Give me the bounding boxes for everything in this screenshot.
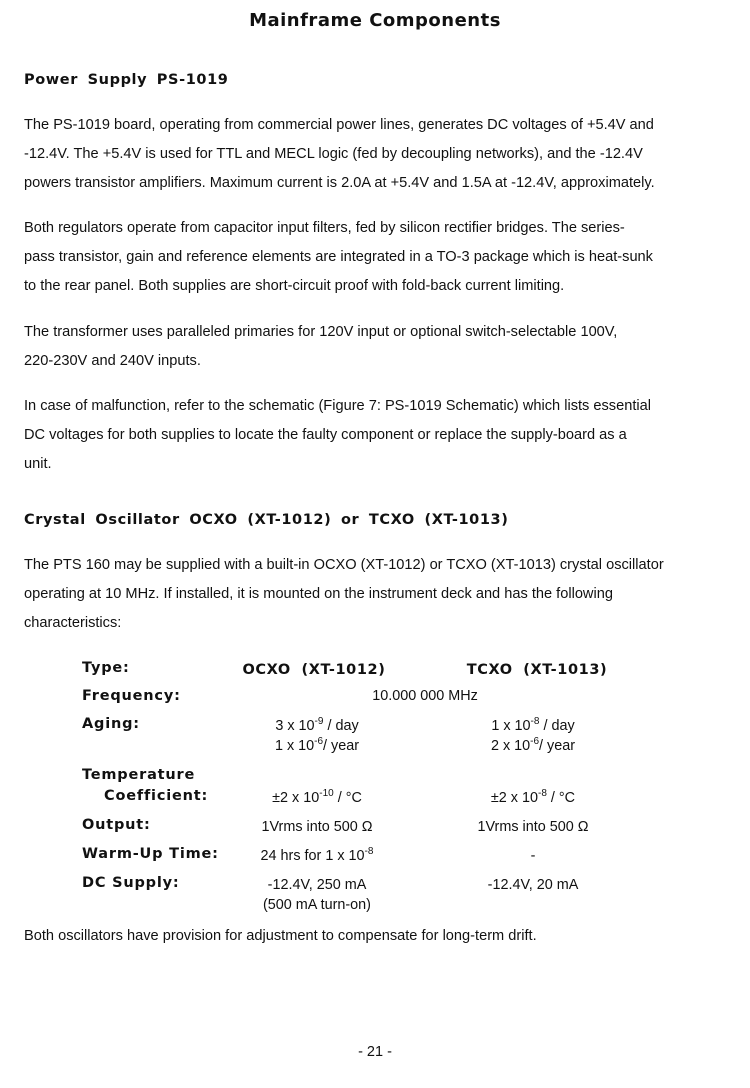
paragraph-closing: Both oscillators have provision for adjustment to compensate for long-term drift. [24,928,537,944]
spec-label-dc-supply: DC Supply: [82,875,180,891]
text-line: characteristics: [24,615,122,631]
spec-value-warmup-ocxo: 24 hrs for 1 x $10^{-8}$ [260,846,374,864]
text-line: The PTS 160 may be supplied with a built-in OCXO (XT-1012) or TCXO (XT-1013) crystal oscillator [24,557,664,573]
spec-label-temperature: Temperature [82,767,196,783]
column-header-tcxo: TCXO (XT-1013) [466,662,608,678]
paragraph-ps-overview [24,111,721,198]
text-line: DC voltages for both supplies to locate the faulty component or replace the supply-board as a [24,427,627,443]
text-line: 220-230V and 240V inputs. [24,353,201,369]
spec-value-aging-tcxo: 1 x $10^{-8}$ / day 2 x $10^{-6}/$ year [490,716,576,754]
spec-label-aging: Aging: [82,716,140,732]
text-line: The transformer uses paralleled primaries for 120V input or optional switch-selectable 100V, [24,324,618,340]
text-line: to the rear panel. Both supplies are short-circuit proof with fold-back current limiting. [24,278,565,294]
text-line: -12.4V. The +5.4V is used for TTL and MECL logic (fed by decoupling networks), and the -12.4V [24,146,643,162]
spec-value-output-ocxo: 1Vrms into 500 Ω [261,819,373,835]
text-line: Both regulators operate from capacitor input filters, fed by silicon rectifier bridges. The series- [24,220,625,236]
spec-label-type: Type: [82,660,130,676]
column-header-ocxo: OCXO (XT-1012) [242,662,386,678]
page-title: Mainframe Components [249,10,501,31]
section-heading-crystal-oscillator: Crystal Oscillator OCXO (XT-1012) or TCXO (XT-1013) [24,512,509,528]
spec-value-dc-tcxo: -12.4V, 20 mA [487,877,579,893]
spec-label-warmup: Warm-Up Time: [82,846,219,862]
text-line: In case of malfunction, refer to the schematic (Figure 7: PS-1019 Schematic) which lists essential [24,398,651,414]
text-line: powers transistor amplifiers. Maximum current is 2.0A at +5.4V and 1.5A at -12.4V, approximately. [24,175,655,191]
spec-value-warmup-tcxo: - [530,848,536,864]
text-line: pass transistor, gain and reference elements are integrated in a TO-3 package which is heat-sunk [24,249,653,265]
paragraph-regulators [24,214,721,301]
section-heading-power-supply: Power Supply PS-1019 [24,72,229,88]
text-line: operating at 10 MHz. If installed, it is mounted on the instrument deck and has the following [24,586,613,602]
paragraph-oscillator-intro [24,551,721,638]
spec-label-frequency: Frequency: [82,688,181,704]
spec-value-output-tcxo: 1Vrms into 500 Ω [477,819,589,835]
spec-value-aging-ocxo: 3 x $10^{-9}$ / day 1 x $10^{-6}/$ year [274,716,360,754]
page-number: - 21 - [358,1044,392,1060]
text-line: unit. [24,456,52,472]
spec-value-frequency: 10.000 000 MHz [372,688,478,704]
paragraph-malfunction [24,392,721,479]
spec-value-temp-ocxo: ±2 x $10^{-10} / ^\circ C$ [272,788,362,806]
paragraph-transformer [24,318,721,376]
spec-value-temp-tcxo: ±2 x $10^{-8} / ^\circ C$ [490,788,576,806]
text-line: The PS-1019 board, operating from commercial power lines, generates DC voltages of +5.4V and [24,117,654,133]
spec-value-dc-ocxo: -12.4V, 250 mA (500 mA turn-on) [263,877,371,913]
spec-label-output: Output: [82,817,151,833]
spec-label-coefficient: Coefficient: [104,788,209,804]
